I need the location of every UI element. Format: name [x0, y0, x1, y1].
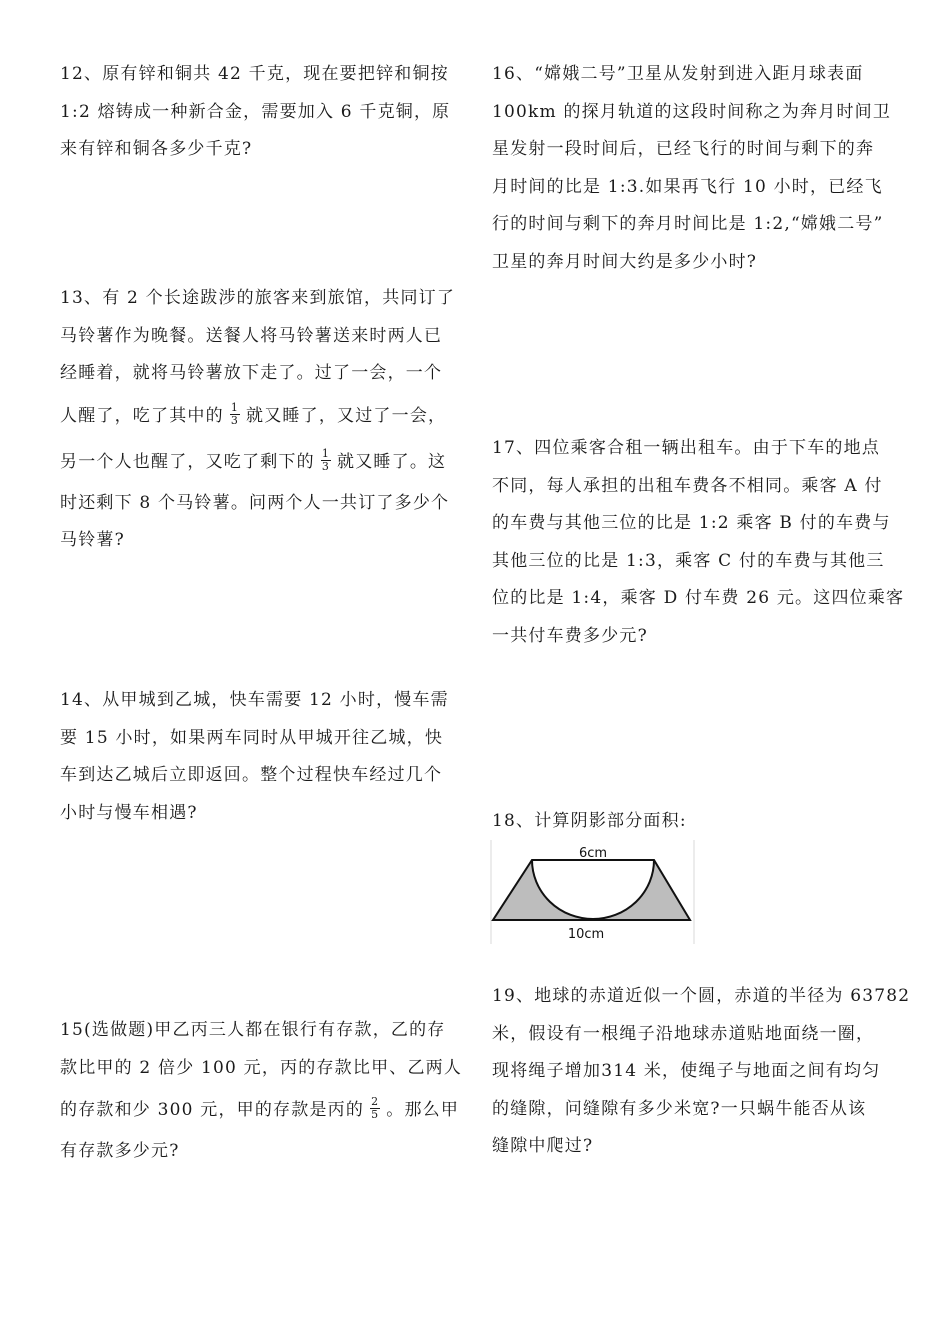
q16-line-1: 16、“嫦娥二号”卫星从发射到进入距月球表面: [492, 64, 864, 84]
q15-line-2: 款比甲的 2 倍少 100 元，丙的存款比甲、乙两人: [60, 1057, 463, 1078]
q15-line-3-pre: 的存款和少 300 元，甲的存款是丙的: [60, 1100, 365, 1120]
q14-line-4: 小时与慢车相遇?: [60, 802, 198, 823]
q16-line-6: 卫星的奔月时间大约是多少小时?: [492, 251, 758, 272]
q15-line-3: [60, 1087, 462, 1133]
q19-line-4: 的缝隙，问缝隙有多少米宽?一只蜗牛能否从该: [492, 1098, 867, 1119]
q13-fraction-1-numerator: 1: [230, 400, 240, 414]
q17-line-3: 的车费与其他三位的比是 1:2 乘客 B 付的车费与: [492, 513, 891, 533]
question-15: [60, 1012, 462, 1171]
q16-line-5: 行的时间与剩下的奔月时间比是 1:2,“嫦娥二号”: [492, 214, 884, 234]
question-14: [60, 682, 449, 832]
q13-fraction-1-denominator: 3: [230, 413, 240, 427]
q15-fraction: [370, 1096, 380, 1121]
q13-fraction-2-denominator: 3: [321, 459, 331, 473]
q12-line-2: 1:2 熔铸成一种新合金，需要加入 6 千克铜，原: [60, 101, 451, 122]
q14-line-2: 要 15 小时，如果两车同时从甲城开往乙城，快: [60, 727, 444, 748]
q13-line-4: [60, 393, 455, 439]
q13-line-5-post: 就又睡了。这: [337, 451, 447, 472]
q13-line-7: 马铃薯?: [60, 530, 125, 550]
q19-line-1: 19、地球的赤道近似一个圆，赤道的半径为 63782: [492, 986, 911, 1006]
question-13: [60, 280, 455, 560]
question-16: [492, 56, 891, 281]
q15-fraction-numerator: 2: [371, 1095, 380, 1108]
q17-line-4: 其他三位的比是 1:3，乘客 C 付的车费与其他三: [492, 550, 885, 571]
q13-line-3: 经睡着，就将马铃薯放下走了。过了一会，一个: [60, 363, 443, 383]
q13-fraction-2: [321, 448, 331, 473]
q19-line-3: 现将绳子增加314 米，使绳子与地面之间有均匀: [492, 1061, 881, 1081]
q13-fraction-2-numerator: 1: [321, 446, 331, 460]
q13-line-4-post: 就又睡了，又过了一会，: [246, 405, 447, 426]
q15-fraction-denominator: 5: [371, 1108, 380, 1121]
q17-line-5: 位的比是 1:4，乘客 D 付车费 26 元。这四位乘客: [492, 588, 905, 608]
q13-line-4-pre: 人醒了，吃了其中的: [60, 405, 224, 426]
question-19: [492, 978, 910, 1166]
q17-line-6: 一共付车费多少元?: [492, 625, 648, 646]
question-17: [492, 430, 904, 655]
q13-line-5-pre: 另一个人也醒了，又吃了剩下的: [60, 451, 315, 472]
trapezoid-semicircle-diagram: [490, 840, 696, 944]
question-12: [60, 56, 450, 169]
q12-line-1: 12、原有锌和铜共 42 千克，现在要把锌和铜按: [60, 64, 449, 84]
q17-line-1: 17、四位乘客合租一辆出租车。由于下车的地点: [492, 438, 881, 458]
top-base-label: 6cm: [578, 846, 608, 861]
q18-title: 18、计算阴影部分面积:: [492, 811, 687, 831]
q15-line-4: 有存款多少元?: [60, 1141, 180, 1161]
q16-line-3: 星发射一段时间后，已经飞行的时间与剩下的奔: [492, 139, 875, 159]
shaded-area-figure: [490, 840, 696, 944]
question-18: [492, 803, 687, 841]
q13-line-2: 马铃薯作为晚餐。送餐人将马铃薯送来时两人已: [60, 325, 443, 346]
q13-line-5: [60, 439, 455, 485]
q19-line-5: 缝隙中爬过?: [492, 1136, 594, 1156]
q17-line-2: 不同，每人承担的出租车费各不相同。乘客 A 付: [492, 475, 883, 496]
q16-line-2: 100km 的探月轨道的这段时间称之为奔月时间卫: [492, 101, 892, 122]
q13-line-6: 时还剩下 8 个马铃薯。问两个人一共订了多少个: [60, 492, 450, 513]
q12-line-3: 来有锌和铜各多少千克?: [60, 139, 253, 159]
q13-fraction-1: [230, 402, 240, 427]
q19-line-2: 米，假设有一根绳子沿地球赤道贴地面绕一圈，: [492, 1023, 875, 1044]
q15-line-3-post: 。那么甲: [386, 1100, 460, 1120]
bottom-base-label: 10cm: [567, 927, 605, 942]
q15-line-1: 15(选做题)甲乙丙三人都在银行有存款，乙的存: [60, 1020, 446, 1040]
q13-line-1: 13、有 2 个长途跋涉的旅客来到旅馆，共同订了: [60, 288, 456, 308]
shaded-region-right: [593, 860, 690, 920]
q14-line-3: 车到达乙城后立即返回。整个过程快车经过几个: [60, 765, 443, 785]
q14-line-1: 14、从甲城到乙城，快车需要 12 小时，慢车需: [60, 690, 449, 710]
q16-line-4: 月时间的比是 1:3.如果再飞行 10 小时，已经飞: [492, 176, 883, 197]
shaded-region-left: [493, 860, 593, 920]
